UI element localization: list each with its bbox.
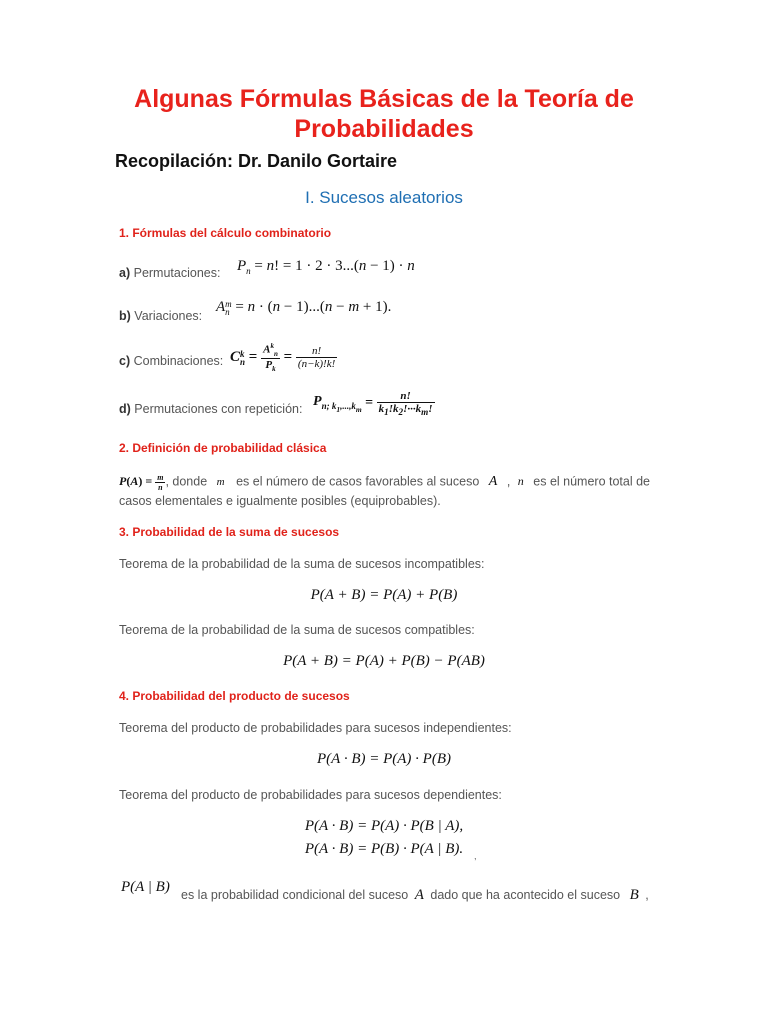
s2-text-1: , donde <box>165 474 208 489</box>
dependent-trailing-comma: , <box>474 851 477 861</box>
permutation-formula: $P_n = n$! = 1 · 2 · 3...(n − 1) · n <box>237 258 415 276</box>
s3-text-compatible: Teorema de la probabilidad de la suma de sucesos compatibles: <box>119 623 475 637</box>
s2-heading: 2. Definición de probabilidad clásica <box>119 441 327 455</box>
s3-text-incompatible: Teorema de la probabilidad de la suma de sucesos incompatibles: <box>119 557 485 571</box>
conditional-definition <box>181 887 649 904</box>
n-symbol: n <box>517 474 524 489</box>
cond-a-symbol: A <box>414 887 424 903</box>
title-line-2: Probabilidades <box>294 115 474 143</box>
item-d <box>119 402 302 416</box>
repetition-formula: $P_{n; k_1,...,k_m}$ = $\frac{n!}{k_1!k_2!\cdot\cdot\cdot k_m!}$ <box>313 390 433 418</box>
m-symbol: m <box>216 476 225 489</box>
s4-heading: 4. Probabilidad del producto de sucesos <box>119 689 350 703</box>
item-b-key: b) <box>119 309 131 323</box>
s2-text-2: es el número de casos favorables al suceso <box>236 474 480 489</box>
item-d-key: d) <box>119 402 131 416</box>
author-line: Recopilación: Dr. Danilo Gortaire <box>115 151 398 171</box>
item-c-key: c) <box>119 354 131 368</box>
product-independent-formula: P(A · B) = P(A) · P(B) <box>317 751 451 767</box>
product-dependent-formula-1: P(A · B) = P(A) · P(B | A), <box>304 818 464 834</box>
item-b <box>119 309 202 323</box>
s1-heading: 1. Fórmulas del cálculo combinatorio <box>119 226 332 240</box>
section-heading: I. Sucesos aleatorios <box>305 188 463 207</box>
item-a-label: Permutaciones: <box>133 266 221 280</box>
conditional-probability-formula: P(A | B) <box>121 879 170 895</box>
cond-b-symbol: B <box>629 887 639 903</box>
cond-text-3: , <box>645 888 649 902</box>
s4-text-dependent: Teorema del producto de probabilidades para sucesos dependientes: <box>119 788 502 802</box>
item-b-label: Variaciones: <box>134 309 203 323</box>
s3-heading: 3. Probabilidad de la suma de sucesos <box>119 525 340 539</box>
s2-definition-line2: casos elementales e igualmente posibles (equiprobables). <box>119 494 441 508</box>
page-title <box>0 84 768 144</box>
s2-text-3: , <box>506 474 511 489</box>
title-line-1: Algunas Fórmulas Básicas de la Teoría de <box>134 85 634 113</box>
item-d-label: Permutaciones con repetición: <box>134 402 303 416</box>
s2-definition-line1: P(A) = $\frac{m}{n}$ , donde m es el número de casos favorables al suceso A , n es el número total de <box>119 473 651 492</box>
item-c-label: Combinaciones: <box>133 354 224 368</box>
item-c <box>119 354 223 368</box>
combination-formula: C k n = $\frac{A^k_n}{P_k}$ = $\frac{n!}{(n-k)!k!}$ <box>230 342 336 374</box>
sum-compatible-formula: P(A + B) = P(A) + P(B) − P(AB) <box>283 653 485 669</box>
item-a <box>119 266 220 280</box>
cond-text-1: es la probabilidad condicional del suceso <box>181 888 409 902</box>
s4-text-independent: Teorema del producto de probabilidades para sucesos independientes: <box>119 721 512 735</box>
item-a-key: a) <box>119 266 131 280</box>
cond-text-2: dado que ha acontecido el suceso <box>430 888 621 902</box>
product-dependent-formula-2: P(A · B) = P(B) · P(A | B). <box>304 841 464 857</box>
variation-formula: A m n = n · (n − 1)...(n − m + 1). <box>216 298 392 317</box>
s2-text-4: es el número total de <box>533 474 651 489</box>
sum-incompatible-formula: P(A + B) = P(A) + P(B) <box>310 587 458 603</box>
a-symbol: A <box>488 474 498 490</box>
